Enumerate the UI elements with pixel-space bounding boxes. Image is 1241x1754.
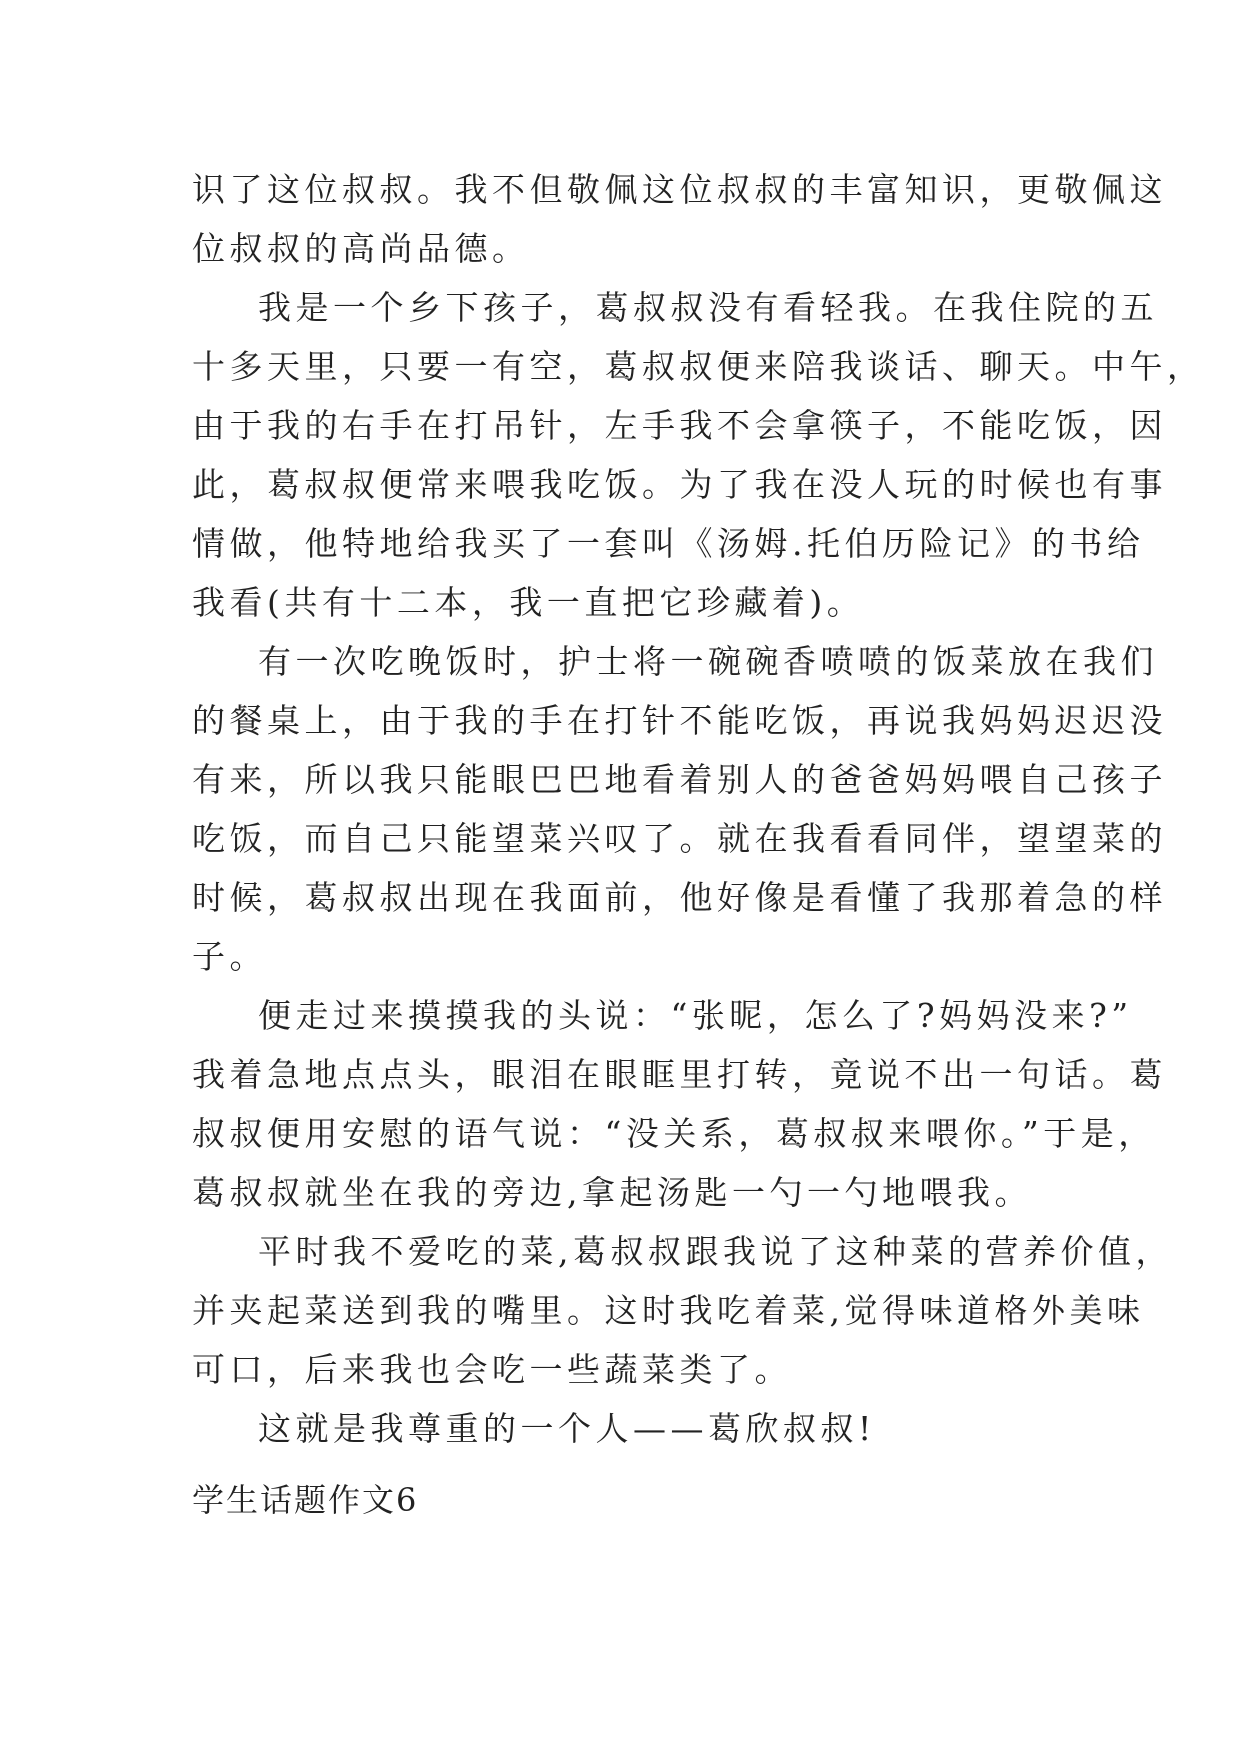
text-line: 我着急地点点头，眼泪在眼眶里打转，竟说不出一句话。葛 [192, 1055, 1167, 1094]
text-line: 十多天里，只要一有空，葛叔叔便来陪我谈话、聊天。中午， [192, 347, 1205, 386]
text-line: 有来，所以我只能眼巴巴地看着别人的爸爸妈妈喂自己孩子 [192, 760, 1167, 799]
text-line: 情做，他特地给我买了一套叫《汤姆.托伯历险记》的书给 [192, 524, 1145, 563]
text-line: 并夹起菜送到我的嘴里。这时我吃着菜,觉得味道格外美味 [192, 1291, 1145, 1330]
text-line: 葛叔叔就坐在我的旁边,拿起汤匙一勺一勺地喂我。 [192, 1173, 1032, 1212]
text-line: 可口，后来我也会吃一些蔬菜类了。 [192, 1350, 792, 1389]
text-line: 我看(共有十二本，我一直把它珍藏着)。 [192, 583, 865, 622]
text-line: 此，葛叔叔便常来喂我吃饭。为了我在没人玩的时候也有事 [192, 465, 1167, 504]
text-line: 位叔叔的高尚品德。 [192, 229, 530, 268]
paragraph-first-line: 便走过来摸摸我的头说：“张昵，怎么了?妈妈没来?” [258, 996, 1133, 1035]
text-line: 子。 [192, 937, 267, 976]
paragraph-first-line: 这就是我尊重的一个人——葛欣叔叔! [258, 1409, 876, 1448]
paragraph-first-line: 我是一个乡下孩子，葛叔叔没有看轻我。在我住院的五 [258, 288, 1158, 327]
section-heading: 学生话题作文6 [192, 1481, 419, 1519]
text-line: 的餐桌上，由于我的手在打针不能吃饭，再说我妈妈迟迟没 [192, 701, 1167, 740]
text-line: 叔叔便用安慰的语气说：“没关系，葛叔叔来喂你。”于是， [192, 1114, 1156, 1153]
text-line: 识了这位叔叔。我不但敬佩这位叔叔的丰富知识，更敬佩这 [192, 170, 1167, 209]
text-line: 时候，葛叔叔出现在我面前，他好像是看懂了我那着急的样 [192, 878, 1167, 917]
text-line: 吃饭，而自己只能望菜兴叹了。就在我看看同伴，望望菜的 [192, 819, 1167, 858]
paragraph-first-line: 有一次吃晚饭时，护士将一碗碗香喷喷的饭菜放在我们 [258, 642, 1158, 681]
text-line: 由于我的右手在打吊针，左手我不会拿筷子，不能吃饭，因 [192, 406, 1167, 445]
paragraph-first-line: 平时我不爱吃的菜,葛叔叔跟我说了这种菜的营养价值， [258, 1232, 1173, 1271]
document-body [192, 160, 1205, 1458]
